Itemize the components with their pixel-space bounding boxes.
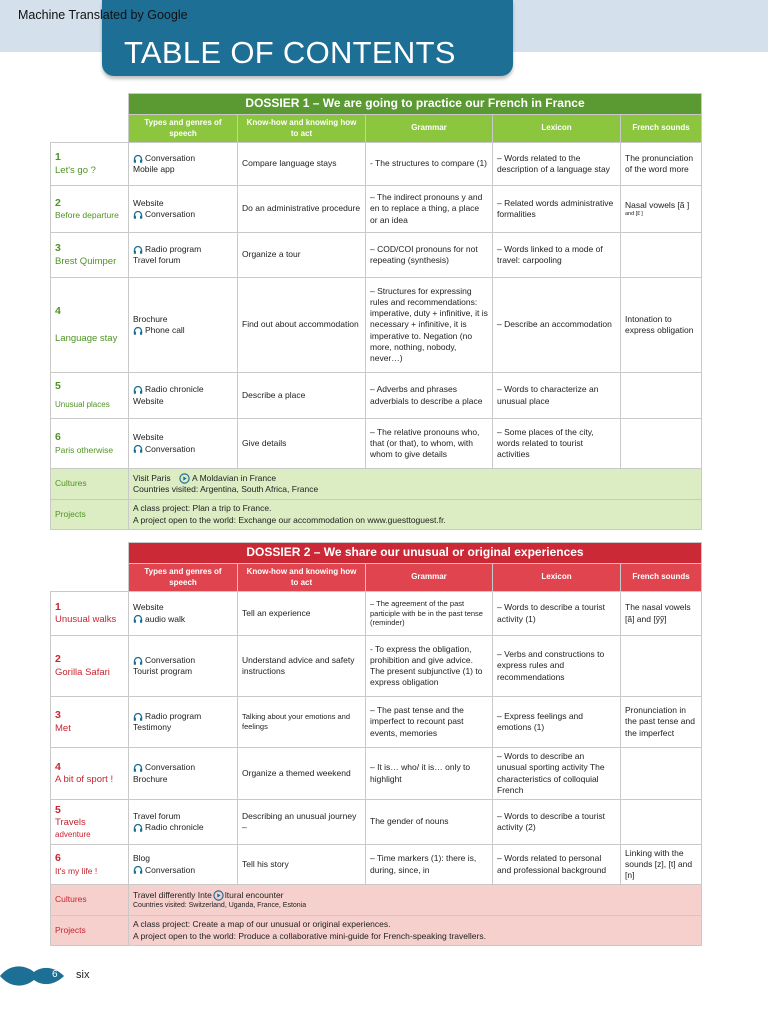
lesson-cell: 3 Met [51, 697, 129, 748]
dossier2-table [50, 542, 702, 946]
types-cell: Conversation Brochure [129, 748, 238, 800]
lexicon-cell: – Words related to the description of a language stay [493, 143, 621, 186]
headphones-icon [133, 210, 143, 220]
cultures-label: Cultures [51, 469, 129, 500]
lexicon-cell: – Express feelings and emotions (1) [493, 697, 621, 748]
table-row [51, 636, 702, 697]
page-number: 6 [52, 969, 58, 980]
know-how-cell: Describing an unusual journey – [238, 800, 366, 845]
cultures-row [51, 469, 702, 500]
grammar-cell: – The agreement of the past participle with be in the past tense (reminder) [366, 592, 493, 636]
table-row [51, 233, 702, 278]
sounds-cell [621, 636, 702, 697]
headphones-icon [133, 154, 143, 164]
types-cell: Conversation Tourist program [129, 636, 238, 697]
cultures-content: Travel differently Inte ltural encounter Countries visited: Switzerland, Uganda, France, Estonia [129, 885, 702, 916]
headphones-icon [133, 823, 143, 833]
table-row [51, 800, 702, 845]
lesson-cell: 2 Before departure [51, 186, 129, 233]
lesson-cell: 5 Travels adventure [51, 800, 129, 845]
sounds-cell [621, 373, 702, 419]
sounds-cell: The pronunciation of the word more [621, 143, 702, 186]
grammar-cell: The gender of nouns [366, 800, 493, 845]
cultures-content: Visit Paris A Moldavian in France Countries visited: Argentina, South Africa, France [129, 469, 702, 500]
grammar-cell: – It is… who/ it is… only to highlight [366, 748, 493, 800]
sounds-cell: The nasal vowels [ã] and [ỹỹ] [621, 592, 702, 636]
table-row [51, 845, 702, 885]
header-types: Types and genres of speech [129, 115, 238, 143]
header-know-how: Know-how and knowing how to act [238, 115, 366, 143]
grammar-cell: – The relative pronouns who, that (or that), to whom, with whom to give details [366, 419, 493, 469]
types-cell: Conversation Mobile app [129, 143, 238, 186]
watermark-label: Machine Translated by Google [18, 8, 188, 22]
projects-label: Projects [51, 916, 129, 946]
lesson-cell: 1 Let's go ? [51, 143, 129, 186]
grammar-cell: – COD/COI pronouns for not repeating (synthesis) [366, 233, 493, 278]
headphones-icon [133, 245, 143, 255]
header-grammar: Grammar [366, 115, 493, 143]
table-row [51, 419, 702, 469]
table-row [51, 143, 702, 186]
grammar-cell: – Adverbs and phrases adverbials to describe a place [366, 373, 493, 419]
know-how-cell: Organize a themed weekend [238, 748, 366, 800]
projects-row [51, 916, 702, 946]
lesson-cell: 6 Paris otherwise [51, 419, 129, 469]
projects-content: A class project: Create a map of our unusual or original experiences. A project open to the world: Produce a collaborative mini-guide for French-speaking travellers. [129, 916, 702, 946]
types-cell: Brochure Phone call [129, 278, 238, 373]
headphones-icon [133, 763, 143, 773]
lexicon-cell: – Words to describe a tourist activity (2) [493, 800, 621, 845]
header-lexicon: Lexicon [493, 115, 621, 143]
projects-content: A class project: Plan a trip to France. A project open to the world: Exchange our accommodation on www.guesttoguest.fr. [129, 500, 702, 530]
lesson-cell: 3 Brest Quimper [51, 233, 129, 278]
lexicon-cell: – Words linked to a mode of travel: carpooling [493, 233, 621, 278]
lexicon-cell: – Some places of the city, words related to tourist activities [493, 419, 621, 469]
types-cell: Radio program Travel forum [129, 233, 238, 278]
header-types: Types and genres of speech [129, 564, 238, 592]
sounds-cell [621, 800, 702, 845]
sounds-cell [621, 419, 702, 469]
sounds-cell [621, 748, 702, 800]
headphones-icon [133, 614, 143, 624]
cultures-row [51, 885, 702, 916]
lexicon-cell: – Words to characterize an unusual place [493, 373, 621, 419]
types-cell: Radio program Testimony [129, 697, 238, 748]
types-cell: Website audio walk [129, 592, 238, 636]
headphones-icon [133, 326, 143, 336]
lexicon-cell: – Verbs and constructions to express rules and recommendations [493, 636, 621, 697]
lesson-cell: 6 It's my life ! [51, 845, 129, 885]
video-play-icon[interactable] [179, 473, 190, 484]
sounds-cell: Linking with the sounds [z], [t] and [n] [621, 845, 702, 885]
table-row [51, 697, 702, 748]
types-cell: Website Conversation [129, 186, 238, 233]
header-grammar: Grammar [366, 564, 493, 592]
table-row [51, 373, 702, 419]
lexicon-cell: – Describe an accommodation [493, 278, 621, 373]
lesson-cell: 2 Gorilla Safari [51, 636, 129, 697]
lesson-cell: 4 A bit of sport ! [51, 748, 129, 800]
projects-label: Projects [51, 500, 129, 530]
headphones-icon [133, 865, 143, 875]
table-row [51, 592, 702, 636]
headphones-icon [133, 712, 143, 722]
know-how-cell: Give details [238, 419, 366, 469]
table-row [51, 186, 702, 233]
cultures-label: Cultures [51, 885, 129, 916]
know-how-cell: Tell his story [238, 845, 366, 885]
dossier2-title: DOSSIER 2 – We share our unusual or original experiences [129, 543, 702, 564]
lexicon-cell: – Words to describe an unusual sporting activity The characteristics of colloquial French [493, 748, 621, 800]
headphones-icon [133, 385, 143, 395]
table-row [51, 278, 702, 373]
types-cell: Blog Conversation [129, 845, 238, 885]
dossier1-title: DOSSIER 1 – We are going to practice our French in France [129, 94, 702, 115]
page-title: TABLE OF CONTENTS [124, 35, 456, 70]
lexicon-cell: – Words to describe a tourist activity (1) [493, 592, 621, 636]
grammar-cell: - To express the obligation, prohibition and give advice. The present subjunctive (1) to express obligation [366, 636, 493, 697]
grammar-cell: – The past tense and the imperfect to recount past events, memories [366, 697, 493, 748]
projects-row [51, 500, 702, 530]
lesson-cell: 5 Unusual places [51, 373, 129, 419]
know-how-cell: Find out about accommodation [238, 278, 366, 373]
sounds-cell: Pronunciation in the past tense and the imperfect [621, 697, 702, 748]
know-how-cell: Tell an experience [238, 592, 366, 636]
header-know-how: Know-how and knowing how to act [238, 564, 366, 592]
page-number-word: six [76, 969, 90, 981]
grammar-cell: – Time markers (1): there is, during, since, in [366, 845, 493, 885]
lesson-cell: 4 Language stay [51, 278, 129, 373]
sounds-cell [621, 233, 702, 278]
types-cell: Travel forum Radio chronicle [129, 800, 238, 845]
lesson-cell: 1 Unusual walks [51, 592, 129, 636]
header-lexicon: Lexicon [493, 564, 621, 592]
video-play-icon[interactable] [213, 890, 224, 901]
know-how-cell: Understand advice and safety instructions [238, 636, 366, 697]
know-how-cell: Talking about your emotions and feelings [238, 697, 366, 748]
lexicon-cell: – Words related to personal and professional background [493, 845, 621, 885]
header-sounds: French sounds [621, 564, 702, 592]
grammar-cell: - The structures to compare (1) [366, 143, 493, 186]
grammar-cell: – Structures for expressing rules and recommendations: imperative, duty + infinitive, it is necessary + infinitive, it is imperative to. Negation (no more, nothing, nobody, never…) [366, 278, 493, 373]
know-how-cell: Do an administrative procedure [238, 186, 366, 233]
table-row [51, 748, 702, 800]
sounds-cell: Nasal vowels [ã ] and [ɛ̃ ] [621, 186, 702, 233]
types-cell: Website Conversation [129, 419, 238, 469]
sounds-cell: Intonation to express obligation [621, 278, 702, 373]
know-how-cell: Organize a tour [238, 233, 366, 278]
header-sounds: French sounds [621, 115, 702, 143]
know-how-cell: Describe a place [238, 373, 366, 419]
types-cell: Radio chronicle Website [129, 373, 238, 419]
headphones-icon [133, 656, 143, 666]
lexicon-cell: – Related words administrative formalities [493, 186, 621, 233]
grammar-cell: – The indirect pronouns y and en to replace a thing, a place or an idea [366, 186, 493, 233]
dossier1-table [50, 93, 702, 530]
headphones-icon [133, 444, 143, 454]
know-how-cell: Compare language stays [238, 143, 366, 186]
